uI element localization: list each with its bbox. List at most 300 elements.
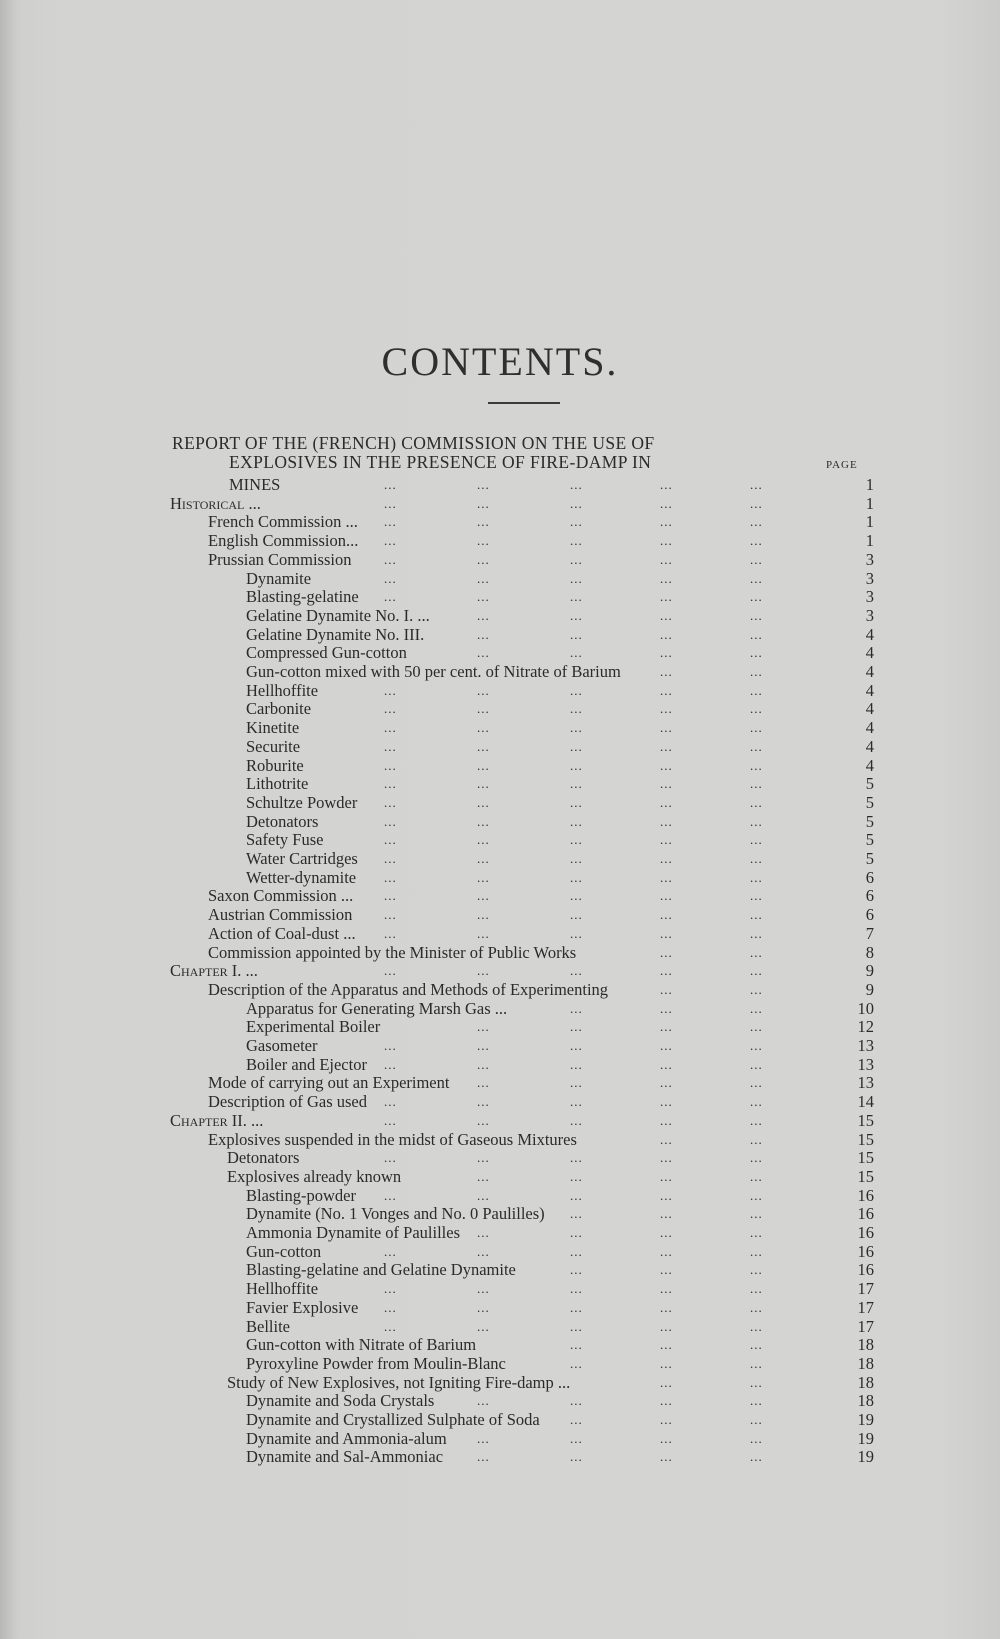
toc-entry: [0, 494, 1000, 513]
toc-entry: [0, 1410, 1000, 1429]
toc-entry-page: 19: [857, 1428, 874, 1448]
leader-dots: ...: [660, 738, 673, 754]
leader-dots: ...: [477, 1075, 490, 1091]
leader-dots: ...: [477, 1225, 490, 1240]
leader-dots: ...: [384, 1318, 397, 1334]
toc-entry-page: 19: [857, 1447, 874, 1467]
toc-entry-page: 15: [857, 1148, 874, 1168]
leader-dots: ...: [660, 1019, 673, 1035]
toc-entry-label: Pyroxyline Powder from Moulin-Blanc: [246, 1353, 506, 1373]
leader-dots: ...: [477, 607, 490, 623]
leader-dots: ...: [384, 701, 397, 717]
leader-dots: ...: [750, 1168, 763, 1184]
leader-dots: ...: [660, 888, 673, 904]
leader-dots: ...: [570, 607, 583, 623]
leader-dots: ...: [384, 1187, 397, 1203]
leader-dots: ...: [570, 832, 583, 848]
toc-entry-label: Experimental Boiler: [246, 1017, 381, 1037]
leader-dots: ...: [660, 570, 673, 586]
toc-entry-page: 3: [865, 605, 874, 625]
toc-entry-page: 7: [865, 923, 874, 943]
leader-dots: ...: [750, 757, 763, 773]
leader-dots: ...: [570, 1393, 583, 1409]
leader-dots: ...: [384, 963, 397, 979]
toc-entry-page: 1: [865, 531, 874, 551]
leader-dots: ...: [477, 963, 490, 979]
leader-dots: ...: [750, 626, 763, 642]
toc-entry-page: 18: [857, 1391, 874, 1411]
toc-entry: [0, 1317, 1000, 1336]
leader-dots: ...: [477, 1243, 490, 1259]
leader-dots: ...: [570, 589, 583, 605]
toc-entry-label: Bellite: [246, 1316, 290, 1336]
leader-dots: ...: [570, 1056, 583, 1072]
toc-entry-label: Schultze Powder: [246, 792, 358, 812]
leader-dots: ...: [750, 645, 763, 661]
leader-dots: ...: [477, 1430, 490, 1446]
toc-entry: [0, 1279, 1000, 1298]
toc-entry: [0, 1017, 1000, 1036]
leader-dots: ...: [477, 1094, 490, 1110]
toc-entry: [0, 1148, 1000, 1167]
page-column-header: PAGE: [826, 459, 858, 471]
leader-dots: ...: [384, 477, 397, 492]
toc-entry-label: Hellhoffite: [246, 1279, 319, 1299]
leader-dots: ...: [477, 1393, 490, 1409]
leader-dots: ...: [570, 1337, 583, 1353]
toc-entry-page: 1: [865, 475, 874, 494]
leader-dots: ...: [477, 888, 490, 904]
leader-dots: ...: [477, 626, 490, 642]
leader-dots: ...: [384, 1112, 397, 1128]
leader-dots: ...: [660, 1318, 673, 1334]
leader-dots: ...: [660, 1337, 673, 1353]
toc-entry: [0, 606, 1000, 625]
toc-entry-label: Roburite: [246, 755, 304, 775]
leader-dots: ...: [750, 551, 763, 567]
toc-entry: [0, 980, 1000, 999]
toc-entry-page: 18: [857, 1372, 874, 1392]
toc-entry: [0, 1092, 1000, 1111]
toc-entry-label: Description of the Apparatus and Methods of Experimenting: [208, 979, 609, 999]
leader-dots: ...: [660, 1168, 673, 1184]
toc-entry-page: 9: [865, 979, 874, 999]
leader-dots: ...: [570, 495, 583, 511]
leader-dots: ...: [570, 570, 583, 586]
toc-entry: [0, 569, 1000, 588]
toc-entry: [0, 1335, 1000, 1354]
toc-entry: [0, 830, 1000, 849]
leader-dots: ...: [750, 477, 763, 492]
leader-dots: ...: [570, 1262, 583, 1278]
toc-entry: [0, 643, 1000, 662]
toc-entry-page: 5: [865, 830, 874, 850]
toc-entry-page: 16: [857, 1204, 874, 1224]
toc-entry-page: 13: [857, 1073, 874, 1093]
leader-dots: ...: [750, 1281, 763, 1297]
toc-entry: [0, 1260, 1000, 1279]
leader-dots: ...: [750, 720, 763, 736]
leader-dots: ...: [660, 1056, 673, 1072]
leader-dots: ...: [750, 701, 763, 717]
leader-dots: ...: [660, 1449, 673, 1465]
toc-entry-label: Kinetite: [246, 718, 300, 738]
leader-dots: ...: [660, 720, 673, 736]
leader-dots: ...: [750, 1019, 763, 1035]
toc-entry-page: 10: [857, 998, 874, 1018]
toc-entry-page: 4: [865, 755, 874, 775]
toc-entry-label: Dynamite (No. 1 Vonges and No. 0 Paulilles): [246, 1204, 545, 1224]
toc-entry-label: Study of New Explosives, not Igniting Fire-damp ...: [227, 1372, 571, 1392]
leader-dots: ...: [750, 1337, 763, 1353]
toc-entry-label: Apparatus for Generating Marsh Gas ...: [246, 998, 508, 1018]
toc-entry-page: 3: [865, 587, 874, 607]
toc-entry-label: Securite: [246, 736, 301, 756]
leader-dots: ...: [477, 1449, 490, 1465]
toc-entry-page: 15: [857, 1110, 874, 1130]
toc-entry-label: Wetter-dynamite: [246, 867, 357, 887]
leader-dots: ...: [570, 1038, 583, 1053]
leader-dots: ...: [660, 551, 673, 567]
toc-entry: [0, 1447, 1000, 1466]
leader-dots: ...: [570, 1094, 583, 1110]
report-heading: [172, 434, 792, 472]
leader-dots: ...: [570, 888, 583, 904]
leader-dots: ...: [570, 682, 583, 698]
toc-entry-label: Gun-cotton mixed with 50 per cent. of Nitrate of Barium: [246, 662, 621, 681]
leader-dots: ...: [477, 738, 490, 754]
leader-dots: ...: [660, 1355, 673, 1371]
toc-entry-page: 18: [857, 1335, 874, 1355]
leader-dots: ...: [570, 1168, 583, 1184]
toc-entry: [0, 849, 1000, 868]
leader-dots: ...: [477, 1112, 490, 1128]
toc-entry: [0, 1111, 1000, 1130]
toc-entry-page: 4: [865, 624, 874, 644]
leader-dots: ...: [660, 1299, 673, 1315]
toc-entry: [0, 793, 1000, 812]
toc-entry: [0, 550, 1000, 569]
leader-dots: ...: [750, 533, 763, 549]
toc-entry: [0, 1036, 1000, 1055]
leader-dots: ...: [750, 1075, 763, 1091]
toc-entry-page: 16: [857, 1223, 874, 1242]
leader-dots: ...: [477, 589, 490, 605]
leader-dots: ...: [750, 794, 763, 810]
leader-dots: ...: [477, 832, 490, 848]
leader-dots: ...: [660, 1038, 673, 1053]
leader-dots: ...: [750, 682, 763, 698]
toc-entry-label: MINES: [229, 475, 281, 494]
leader-dots: ...: [384, 851, 397, 866]
leader-dots: ...: [570, 1019, 583, 1035]
leader-dots: ...: [750, 1187, 763, 1203]
leader-dots: ...: [660, 1094, 673, 1110]
toc-entry: [0, 886, 1000, 905]
toc-entry-page: 12: [857, 1017, 874, 1037]
leader-dots: ...: [384, 1150, 397, 1166]
leader-dots: ...: [750, 925, 763, 941]
leader-dots: ...: [570, 869, 583, 885]
leader-dots: ...: [477, 1187, 490, 1203]
toc-entry: [0, 961, 1000, 980]
toc-entry-page: 6: [865, 867, 874, 887]
leader-dots: ...: [384, 794, 397, 810]
leader-dots: ...: [660, 664, 673, 679]
toc-entry-label: Favier Explosive: [246, 1297, 359, 1317]
toc-entry-label: Gun-cotton: [246, 1241, 322, 1261]
toc-entry-label: Dynamite: [246, 568, 312, 588]
toc-entry-label: Explosives suspended in the midst of Gaseous Mixtures: [208, 1129, 577, 1149]
toc-entry-label: Lithotrite: [246, 774, 309, 794]
toc-entry: [0, 1354, 1000, 1373]
toc-entry: [0, 475, 1000, 494]
leader-dots: ...: [570, 776, 583, 792]
leader-dots: ...: [570, 720, 583, 736]
toc-entry-page: 16: [857, 1241, 874, 1261]
leader-dots: ...: [750, 832, 763, 848]
leader-dots: ...: [570, 1225, 583, 1240]
leader-dots: ...: [570, 963, 583, 979]
toc-entry: [0, 512, 1000, 531]
leader-dots: ...: [660, 1206, 673, 1222]
toc-entry: [0, 1242, 1000, 1261]
leader-dots: ...: [570, 533, 583, 549]
leader-dots: ...: [384, 813, 397, 829]
leader-dots: ...: [570, 925, 583, 941]
leader-dots: ...: [570, 514, 583, 530]
toc-entry-page: 15: [857, 1129, 874, 1149]
toc-entry-label: Dynamite and Soda Crystals: [246, 1391, 435, 1411]
leader-dots: ...: [660, 1112, 673, 1128]
leader-dots: ...: [477, 1281, 490, 1297]
leader-dots: ...: [660, 776, 673, 792]
leader-dots: ...: [750, 1056, 763, 1072]
leader-dots: ...: [384, 589, 397, 605]
toc-entry-page: 15: [857, 1166, 874, 1186]
toc-entry-label: Chapter I. ...: [170, 961, 258, 981]
leader-dots: ...: [660, 832, 673, 848]
toc-entry-label: Action of Coal-dust ...: [208, 923, 356, 943]
leader-dots: ...: [570, 701, 583, 717]
leader-dots: ...: [477, 1019, 490, 1035]
leader-dots: ...: [660, 682, 673, 698]
leader-dots: ...: [660, 626, 673, 642]
leader-dots: ...: [750, 664, 763, 679]
toc-entry-label: Safety Fuse: [246, 830, 324, 850]
leader-dots: ...: [570, 1355, 583, 1371]
toc-entry-page: 13: [857, 1036, 874, 1055]
leader-dots: ...: [384, 533, 397, 549]
leader-dots: ...: [477, 495, 490, 511]
toc-entry-label: Ammonia Dynamite of Paulilles: [246, 1223, 461, 1242]
leader-dots: ...: [660, 1412, 673, 1427]
leader-dots: ...: [750, 1038, 763, 1053]
leader-dots: ...: [660, 944, 673, 960]
leader-dots: ...: [750, 1112, 763, 1128]
leader-dots: ...: [384, 1038, 397, 1053]
leader-dots: ...: [570, 645, 583, 661]
toc-entry-page: 4: [865, 699, 874, 719]
toc-entry: [0, 625, 1000, 644]
leader-dots: ...: [750, 1225, 763, 1240]
toc-entry-label: Gun-cotton with Nitrate of Barium: [246, 1335, 477, 1355]
toc-entry-page: 17: [857, 1297, 874, 1317]
toc-entry: [0, 774, 1000, 793]
toc-entry-page: 9: [865, 961, 874, 981]
toc-entry-label: Mode of carrying out an Experiment: [208, 1073, 450, 1093]
leader-dots: ...: [750, 1150, 763, 1166]
leader-dots: ...: [384, 907, 397, 923]
leader-dots: ...: [477, 1056, 490, 1072]
toc-entry-page: 5: [865, 849, 874, 868]
toc-entry: [0, 1373, 1000, 1392]
toc-entry-label: Dynamite and Ammonia-alum: [246, 1428, 447, 1448]
toc-entry: [0, 1429, 1000, 1448]
toc-entry: [0, 999, 1000, 1018]
leader-dots: ...: [384, 832, 397, 848]
leader-dots: ...: [570, 551, 583, 567]
toc-entry-page: 8: [865, 942, 874, 962]
toc-entry-page: 3: [865, 568, 874, 588]
leader-dots: ...: [477, 1318, 490, 1334]
toc-entry-label: Compressed Gun-cotton: [246, 643, 407, 663]
leader-dots: ...: [660, 1243, 673, 1259]
leader-dots: ...: [570, 907, 583, 923]
leader-dots: ...: [660, 1150, 673, 1166]
toc-entry-label: Prussian Commission: [208, 549, 352, 569]
leader-dots: ...: [570, 1000, 583, 1016]
leader-dots: ...: [750, 1262, 763, 1278]
toc-entry-page: 19: [857, 1410, 874, 1429]
toc-entry: [0, 662, 1000, 681]
leader-dots: ...: [750, 1318, 763, 1334]
page-title: CONTENTS.: [381, 339, 619, 384]
leader-dots: ...: [477, 551, 490, 567]
leader-dots: ...: [660, 495, 673, 511]
leader-dots: ...: [384, 682, 397, 698]
toc-entry: [0, 1186, 1000, 1205]
leader-dots: ...: [750, 1000, 763, 1016]
leader-dots: ...: [750, 1374, 763, 1390]
leader-dots: ...: [477, 701, 490, 717]
leader-dots: ...: [570, 626, 583, 642]
leader-dots: ...: [477, 477, 490, 492]
leader-dots: ...: [477, 869, 490, 885]
title-rule: [488, 402, 560, 404]
leader-dots: ...: [384, 570, 397, 586]
toc-entry: [0, 681, 1000, 700]
leader-dots: ...: [570, 477, 583, 492]
leader-dots: ...: [384, 514, 397, 530]
leader-dots: ...: [477, 813, 490, 829]
toc-entry-page: 17: [857, 1279, 874, 1299]
leader-dots: ...: [660, 1131, 673, 1147]
leader-dots: ...: [750, 1355, 763, 1371]
toc-entry: [0, 718, 1000, 737]
leader-dots: ...: [750, 1094, 763, 1110]
leader-dots: ...: [750, 776, 763, 792]
leader-dots: ...: [660, 963, 673, 979]
toc-entry: [0, 943, 1000, 962]
leader-dots: ...: [570, 1299, 583, 1315]
leader-dots: ...: [750, 1393, 763, 1409]
leader-dots: ...: [477, 570, 490, 586]
leader-dots: ...: [660, 607, 673, 623]
toc-entry-label: Description of Gas used: [208, 1092, 368, 1112]
leader-dots: ...: [750, 888, 763, 904]
toc-entry-label: Carbonite: [246, 699, 312, 719]
leader-dots: ...: [570, 738, 583, 754]
toc-entry-label: Dynamite and Crystallized Sulphate of Soda: [246, 1410, 540, 1429]
leader-dots: ...: [477, 645, 490, 661]
leader-dots: ...: [660, 1262, 673, 1278]
leader-dots: ...: [660, 981, 673, 997]
toc-entry: [0, 1223, 1000, 1242]
toc-entry-label: Detonators: [227, 1148, 300, 1168]
toc-entry: [0, 1073, 1000, 1092]
leader-dots: ...: [660, 851, 673, 866]
toc-entry-label: Hellhoffite: [246, 680, 319, 700]
leader-dots: ...: [750, 907, 763, 923]
leader-dots: ...: [384, 888, 397, 904]
toc-entry: [0, 587, 1000, 606]
leader-dots: ...: [660, 1225, 673, 1240]
leader-dots: ...: [477, 851, 490, 866]
report-heading-line-1: REPORT OF THE (FRENCH) COMMISSION ON THE USE OF: [172, 433, 655, 453]
leader-dots: ...: [660, 1393, 673, 1409]
toc-entry-label: Commission appointed by the Minister of Public Works: [208, 942, 577, 962]
leader-dots: ...: [750, 1412, 763, 1427]
toc-entry: [0, 905, 1000, 924]
toc-entry-page: 6: [865, 886, 874, 906]
toc-entry-label: Detonators: [246, 811, 319, 831]
leader-dots: ...: [570, 794, 583, 810]
leader-dots: ...: [750, 570, 763, 586]
toc-entry-page: 4: [865, 662, 874, 681]
leader-dots: ...: [570, 1430, 583, 1446]
toc-entry-page: 4: [865, 718, 874, 738]
leader-dots: ...: [750, 1299, 763, 1315]
leader-dots: ...: [384, 757, 397, 773]
toc-entry: [0, 1298, 1000, 1317]
leader-dots: ...: [750, 589, 763, 605]
toc-entry-label: Blasting-gelatine: [246, 587, 359, 607]
leader-dots: ...: [384, 551, 397, 567]
leader-dots: ...: [477, 514, 490, 530]
toc-entry-label: English Commission...: [208, 531, 359, 551]
leader-dots: ...: [570, 813, 583, 829]
leader-dots: ...: [660, 757, 673, 773]
leader-dots: ...: [384, 1299, 397, 1315]
toc-entry-label: Blasting-powder: [246, 1185, 356, 1205]
leader-dots: ...: [750, 1430, 763, 1446]
toc-entry: [0, 1204, 1000, 1223]
leader-dots: ...: [570, 1412, 583, 1427]
leader-dots: ...: [570, 1150, 583, 1166]
leader-dots: ...: [570, 1449, 583, 1465]
leader-dots: ...: [660, 1075, 673, 1091]
leader-dots: ...: [477, 794, 490, 810]
leader-dots: ...: [477, 907, 490, 923]
leader-dots: ...: [660, 794, 673, 810]
toc-entry-page: 17: [857, 1316, 874, 1336]
toc-entry: [0, 531, 1000, 550]
leader-dots: ...: [660, 869, 673, 885]
leader-dots: ...: [477, 1299, 490, 1315]
toc-entry-page: 16: [857, 1185, 874, 1205]
leader-dots: ...: [750, 607, 763, 623]
